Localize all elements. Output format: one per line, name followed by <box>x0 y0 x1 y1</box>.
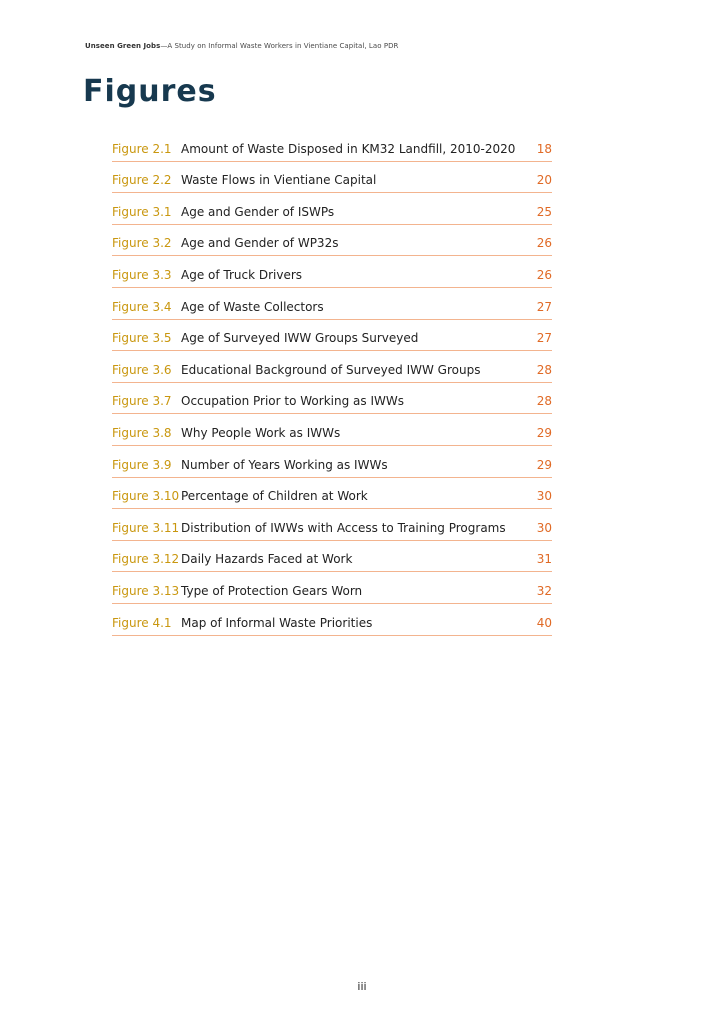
figure-number: Figure 3.8 <box>112 425 172 440</box>
toc-entry[interactable] <box>112 256 552 288</box>
figure-caption: Age of Truck Drivers <box>181 267 303 282</box>
figure-caption: Daily Hazards Faced at Work <box>181 552 353 567</box>
toc-entry[interactable] <box>112 414 552 446</box>
figure-number: Figure 3.4 <box>112 299 172 314</box>
figure-caption: Age of Surveyed IWW Groups Surveyed <box>181 331 419 346</box>
figure-number: Figure 3.1 <box>112 204 172 219</box>
toc-entry[interactable] <box>112 604 552 636</box>
figure-page-ref: 29 <box>536 425 552 440</box>
figure-caption: Map of Informal Waste Priorities <box>181 615 373 630</box>
report-subtitle: —A Study on Informal Waste Workers in Vientiane Capital, Lao PDR <box>160 42 399 50</box>
figure-caption: Amount of Waste Disposed in KM32 Landfill, 2010-2020 <box>181 141 516 156</box>
toc-entry[interactable] <box>112 193 552 225</box>
toc-entry[interactable] <box>112 288 552 320</box>
figure-caption: Educational Background of Surveyed IWW Groups <box>181 362 481 377</box>
figure-page-ref: 27 <box>536 299 552 314</box>
figure-caption: Age and Gender of ISWPs <box>181 204 335 219</box>
figure-page-ref: 20 <box>536 173 552 188</box>
figure-caption: Percentage of Children at Work <box>181 489 368 504</box>
figure-page-ref: 18 <box>536 141 552 156</box>
figure-page-ref: 40 <box>536 615 552 630</box>
figure-number: Figure 3.2 <box>112 236 172 251</box>
figure-caption: Age of Waste Collectors <box>181 299 324 314</box>
figure-page-ref: 30 <box>536 520 552 535</box>
list-of-figures <box>112 130 552 636</box>
figure-caption: Number of Years Working as IWWs <box>181 457 388 472</box>
figure-number: Figure 3.5 <box>112 331 172 346</box>
figure-page-ref: 32 <box>536 583 552 598</box>
figure-page-ref: 25 <box>536 204 552 219</box>
toc-entry[interactable] <box>112 130 552 162</box>
figure-number: Figure 3.10 <box>112 489 180 504</box>
figure-number: Figure 3.6 <box>112 362 172 377</box>
figure-number: Figure 2.1 <box>112 141 172 156</box>
figure-number: Figure 3.12 <box>112 552 180 567</box>
figure-caption: Type of Protection Gears Worn <box>181 583 363 598</box>
figure-caption: Waste Flows in Vientiane Capital <box>181 173 377 188</box>
figure-number: Figure 4.1 <box>112 615 172 630</box>
figure-page-ref: 31 <box>536 552 552 567</box>
figure-caption: Distribution of IWWs with Access to Training Programs <box>181 520 506 535</box>
figure-number: Figure 2.2 <box>112 173 172 188</box>
figure-number: Figure 3.9 <box>112 457 172 472</box>
figure-number: Figure 3.7 <box>112 394 172 409</box>
toc-entry[interactable] <box>112 383 552 415</box>
figure-page-ref: 30 <box>536 489 552 504</box>
figure-number: Figure 3.11 <box>112 520 180 535</box>
toc-entry[interactable] <box>112 351 552 383</box>
toc-entry[interactable] <box>112 572 552 604</box>
figure-number: Figure 3.13 <box>112 583 180 598</box>
toc-entry[interactable] <box>112 509 552 541</box>
toc-entry[interactable] <box>112 446 552 478</box>
toc-entry[interactable] <box>112 320 552 352</box>
figure-page-ref: 28 <box>536 362 552 377</box>
figure-page-ref: 27 <box>536 331 552 346</box>
toc-entry[interactable] <box>112 162 552 194</box>
toc-entry[interactable] <box>112 225 552 257</box>
figure-page-ref: 26 <box>536 236 552 251</box>
page-title: Figures <box>83 74 217 109</box>
toc-entry[interactable] <box>112 541 552 573</box>
figure-number: Figure 3.3 <box>112 267 172 282</box>
figure-page-ref: 29 <box>536 457 552 472</box>
figure-caption: Why People Work as IWWs <box>181 425 341 440</box>
toc-entry[interactable] <box>112 478 552 510</box>
running-header <box>85 42 398 50</box>
figure-page-ref: 26 <box>536 267 552 282</box>
page-number: iii <box>357 980 367 993</box>
report-title: Unseen Green Jobs <box>85 42 161 50</box>
figure-caption: Age and Gender of WP32s <box>181 236 339 251</box>
figure-page-ref: 28 <box>536 394 552 409</box>
figure-caption: Occupation Prior to Working as IWWs <box>181 394 404 409</box>
